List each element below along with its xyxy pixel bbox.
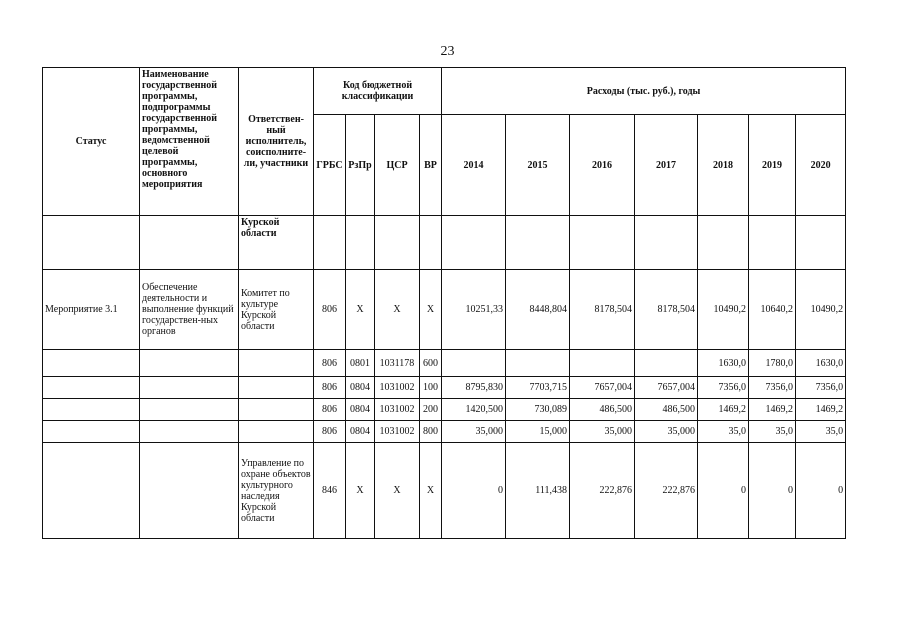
table-row <box>43 399 846 421</box>
cell-vr: 200 <box>420 399 442 421</box>
cell-responsible: Управление по охране объектов культурного наследия Курской области <box>239 443 314 539</box>
cell-2018: 10490,2 <box>698 270 749 350</box>
cell-rzpr: 0804 <box>346 399 375 421</box>
cell-2019 <box>749 216 796 270</box>
header-year-2015: 2015 <box>506 115 570 216</box>
cell-2018: 0 <box>698 443 749 539</box>
table-row <box>43 270 846 350</box>
header-year-2016: 2016 <box>570 115 635 216</box>
cell-2019: 7356,0 <box>749 377 796 399</box>
cell-csr: Х <box>375 270 420 350</box>
cell-2019: 35,0 <box>749 421 796 443</box>
cell-2016: 486,500 <box>570 399 635 421</box>
cell-2020: 10490,2 <box>796 270 846 350</box>
cell-name <box>140 350 239 377</box>
cell-responsible <box>239 377 314 399</box>
cell-2019: 1469,2 <box>749 399 796 421</box>
header-grbs: ГРБС <box>314 115 346 216</box>
cell-name <box>140 399 239 421</box>
cell-2014: 8795,830 <box>442 377 506 399</box>
cell-2014: 0 <box>442 443 506 539</box>
cell-2015: 730,089 <box>506 399 570 421</box>
header-csr: ЦСР <box>375 115 420 216</box>
cell-2020 <box>796 216 846 270</box>
cell-vr: 800 <box>420 421 442 443</box>
cell-vr: Х <box>420 443 442 539</box>
cell-2018 <box>698 216 749 270</box>
cell-rzpr: 0804 <box>346 377 375 399</box>
cell-name <box>140 443 239 539</box>
cell-2016: 222,876 <box>570 443 635 539</box>
cell-grbs: 846 <box>314 443 346 539</box>
cell-2015 <box>506 216 570 270</box>
cell-2016: 7657,004 <box>570 377 635 399</box>
cell-vr: Х <box>420 270 442 350</box>
cell-name <box>140 216 239 270</box>
cell-2015: 15,000 <box>506 421 570 443</box>
header-row-1 <box>43 68 846 115</box>
cell-2015: 111,438 <box>506 443 570 539</box>
cell-2020: 1630,0 <box>796 350 846 377</box>
cell-grbs: 806 <box>314 270 346 350</box>
header-expenses: Расходы (тыс. руб.), годы <box>442 68 846 115</box>
cell-grbs: 806 <box>314 421 346 443</box>
header-year-2019: 2019 <box>749 115 796 216</box>
cell-csr: 1031002 <box>375 377 420 399</box>
cell-responsible <box>239 421 314 443</box>
cell-csr: 1031002 <box>375 421 420 443</box>
cell-2018: 1630,0 <box>698 350 749 377</box>
cell-name <box>140 377 239 399</box>
cell-grbs: 806 <box>314 399 346 421</box>
header-name: Наименование государственной программы, подпрограммы государственной программы, ведомственной целевой программы, основного мероприятия <box>140 68 239 216</box>
cell-vr: 100 <box>420 377 442 399</box>
cell-responsible <box>239 399 314 421</box>
cell-2016 <box>570 350 635 377</box>
cell-2017: 35,000 <box>635 421 698 443</box>
cell-csr: 1031178 <box>375 350 420 377</box>
cell-grbs: 806 <box>314 377 346 399</box>
cell-rzpr: 0804 <box>346 421 375 443</box>
table-row <box>43 377 846 399</box>
cell-2017: 7657,004 <box>635 377 698 399</box>
cell-2020: 7356,0 <box>796 377 846 399</box>
cell-2014: 10251,33 <box>442 270 506 350</box>
table-row <box>43 350 846 377</box>
cell-2019: 0 <box>749 443 796 539</box>
cell-grbs: 806 <box>314 350 346 377</box>
cell-2016: 8178,504 <box>570 270 635 350</box>
cell-2020: 35,0 <box>796 421 846 443</box>
cell-2015: 7703,715 <box>506 377 570 399</box>
cell-2016 <box>570 216 635 270</box>
cell-2017: 8178,504 <box>635 270 698 350</box>
table-row <box>43 216 846 270</box>
cell-2019: 1780,0 <box>749 350 796 377</box>
cell-rzpr: 0801 <box>346 350 375 377</box>
cell-csr <box>375 216 420 270</box>
cell-2015 <box>506 350 570 377</box>
header-status: Статус <box>43 68 140 216</box>
cell-2018: 35,0 <box>698 421 749 443</box>
cell-rzpr: Х <box>346 270 375 350</box>
table-row <box>43 421 846 443</box>
cell-rzpr <box>346 216 375 270</box>
cell-status <box>43 399 140 421</box>
cell-2020: 1469,2 <box>796 399 846 421</box>
cell-vr: 600 <box>420 350 442 377</box>
cell-responsible <box>239 350 314 377</box>
cell-2014 <box>442 216 506 270</box>
cell-vr <box>420 216 442 270</box>
cell-responsible: Курской области <box>239 216 314 270</box>
table-row <box>43 443 846 539</box>
cell-csr: 1031002 <box>375 399 420 421</box>
cell-status: Мероприятие 3.1 <box>43 270 140 350</box>
cell-2017: 222,876 <box>635 443 698 539</box>
cell-2017 <box>635 216 698 270</box>
cell-grbs <box>314 216 346 270</box>
cell-2014: 1420,500 <box>442 399 506 421</box>
cell-2016: 35,000 <box>570 421 635 443</box>
cell-2014: 35,000 <box>442 421 506 443</box>
cell-status <box>43 350 140 377</box>
cell-rzpr: Х <box>346 443 375 539</box>
header-year-2020: 2020 <box>796 115 846 216</box>
cell-2018: 7356,0 <box>698 377 749 399</box>
cell-2014 <box>442 350 506 377</box>
cell-2018: 1469,2 <box>698 399 749 421</box>
header-budget-code: Код бюджетной классификации <box>314 68 442 115</box>
header-year-2018: 2018 <box>698 115 749 216</box>
header-vr: ВР <box>420 115 442 216</box>
header-responsible: Ответствен-ный исполнитель, соисполните-ли, участники <box>239 68 314 216</box>
cell-name <box>140 421 239 443</box>
cell-status <box>43 421 140 443</box>
cell-2017 <box>635 350 698 377</box>
cell-csr: Х <box>375 443 420 539</box>
header-rzpr: РзПр <box>346 115 375 216</box>
cell-status <box>43 443 140 539</box>
cell-2017: 486,500 <box>635 399 698 421</box>
cell-status <box>43 216 140 270</box>
cell-status <box>43 377 140 399</box>
header-year-2017: 2017 <box>635 115 698 216</box>
cell-2015: 8448,804 <box>506 270 570 350</box>
cell-2020: 0 <box>796 443 846 539</box>
cell-responsible: Комитет по культуре Курской области <box>239 270 314 350</box>
header-year-2014: 2014 <box>442 115 506 216</box>
budget-table <box>42 67 846 539</box>
cell-2019: 10640,2 <box>749 270 796 350</box>
cell-name: Обеспечение деятельности и выполнение функций государствен-ных органов <box>140 270 239 350</box>
page-number: 23 <box>440 44 455 59</box>
